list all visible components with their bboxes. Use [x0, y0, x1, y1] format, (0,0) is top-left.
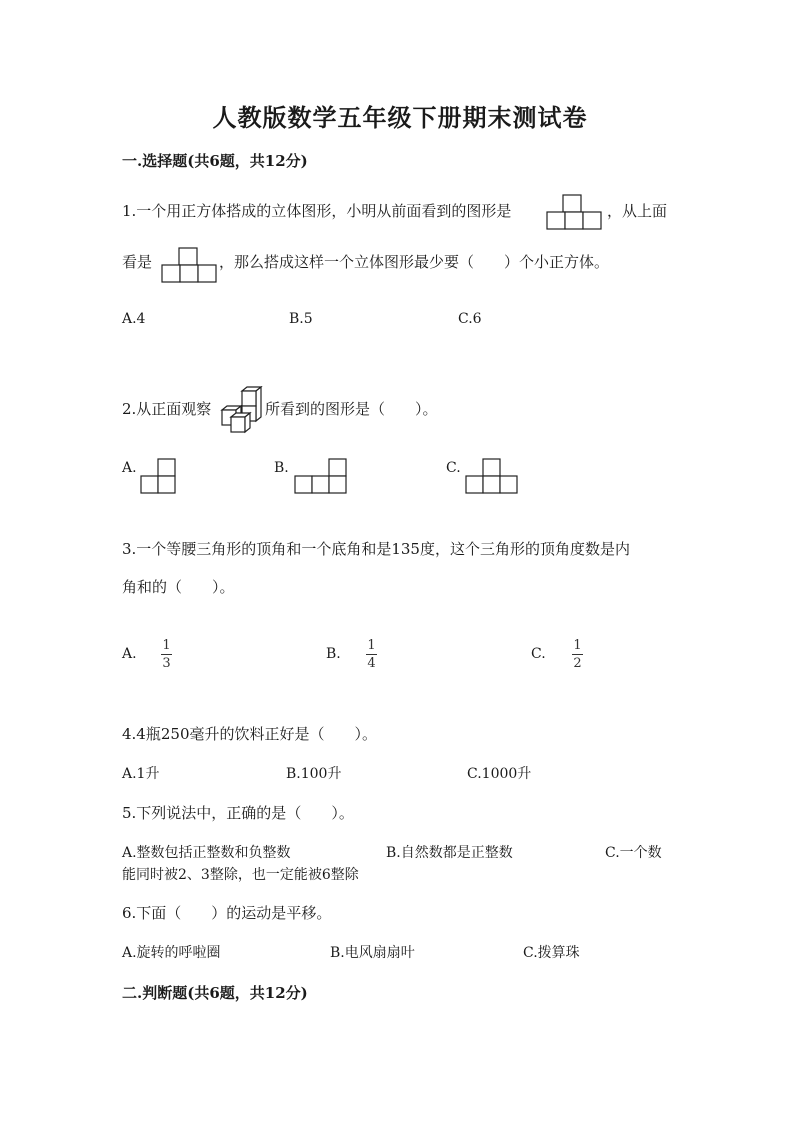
question-5-option-c: C.一个数	[605, 845, 662, 861]
question-2-option-c-label: C.	[446, 460, 461, 476]
fraction-bar	[366, 654, 377, 655]
question-3-option-b-fraction	[366, 638, 377, 671]
question-2-option-b-label: B.	[274, 460, 289, 476]
question-1-text: 1.一个用正方体搭成的立体图形，小明从前面看到的图形是	[122, 202, 512, 220]
question-2-option-c-figure[interactable]	[465, 458, 521, 495]
question-2-option-b-figure[interactable]	[294, 458, 350, 495]
question-1-top-view-figure	[161, 247, 217, 283]
section-heading-choice: 一.选择题(共6题，共12分)	[122, 152, 308, 170]
question-5-option-b: B.自然数都是正整数	[386, 845, 513, 861]
question-5-option-a: A.整数包括正整数和负整数	[122, 845, 291, 861]
question-5-text: 5.下列说法中，正确的是（ ）。	[122, 804, 354, 822]
fraction-denominator: 3	[162, 656, 171, 671]
fraction-numerator: 1	[367, 638, 376, 653]
question-6-text: 6.下面（ ）的运动是平移。	[122, 904, 332, 922]
question-3-option-c-fraction	[572, 638, 583, 671]
question-6-option-c: C.拨算珠	[523, 945, 580, 961]
question-2-option-a-label: A.	[122, 460, 137, 476]
question-1-option-a: A.4	[122, 311, 146, 327]
question-3-option-c-label: C.	[531, 646, 546, 662]
question-3-option-b-label: B.	[326, 646, 341, 662]
question-4-option-c: C.1000升	[467, 766, 532, 782]
question-3-option-a-fraction	[161, 638, 172, 671]
fraction-bar	[161, 654, 172, 655]
question-3-text-cont: 角和的（ ）。	[122, 578, 235, 596]
question-5-option-c-continuation: 能同时被2、3整除，也一定能被6整除	[122, 867, 359, 883]
question-2-option-a-figure[interactable]	[140, 458, 178, 495]
question-4-text: 4.4瓶250毫升的饮料正好是（ ）。	[122, 725, 377, 743]
fraction-bar	[572, 654, 583, 655]
question-1-text-line2-end: ，那么搭成这样一个立体图形最少要（ ）个小正方体。	[219, 253, 610, 271]
question-2-text: 2.从正面观察	[122, 400, 212, 418]
question-1-option-b: B.5	[289, 311, 313, 327]
question-1-option-c: C.6	[458, 311, 482, 327]
fraction-numerator: 1	[162, 638, 171, 653]
question-6-option-b: B.电风扇扇叶	[330, 945, 415, 961]
question-2-text-cont: 所看到的图形是（ ）。	[265, 400, 438, 418]
question-1-front-view-figure	[546, 194, 604, 230]
question-4-option-a: A.1升	[122, 766, 160, 782]
fraction-numerator: 1	[573, 638, 582, 653]
question-3-text: 3.一个等腰三角形的顶角和一个底角和是135度，这个三角形的顶角度数是内	[122, 540, 630, 558]
question-2-cube-stack-figure	[218, 386, 264, 434]
question-1-text-line2-start: 看是	[122, 253, 153, 271]
question-6-option-a: A.旋转的呼啦圈	[122, 945, 221, 961]
page-title: 人教版数学五年级下册期末测试卷	[212, 103, 588, 132]
question-3-option-a-label: A.	[122, 646, 137, 662]
question-1-text-cont: ，从上面	[607, 202, 668, 220]
fraction-denominator: 4	[367, 656, 376, 671]
section-heading-judgement: 二.判断题(共6题，共12分)	[122, 984, 308, 1002]
question-4-option-b: B.100升	[286, 766, 342, 782]
fraction-denominator: 2	[573, 656, 582, 671]
